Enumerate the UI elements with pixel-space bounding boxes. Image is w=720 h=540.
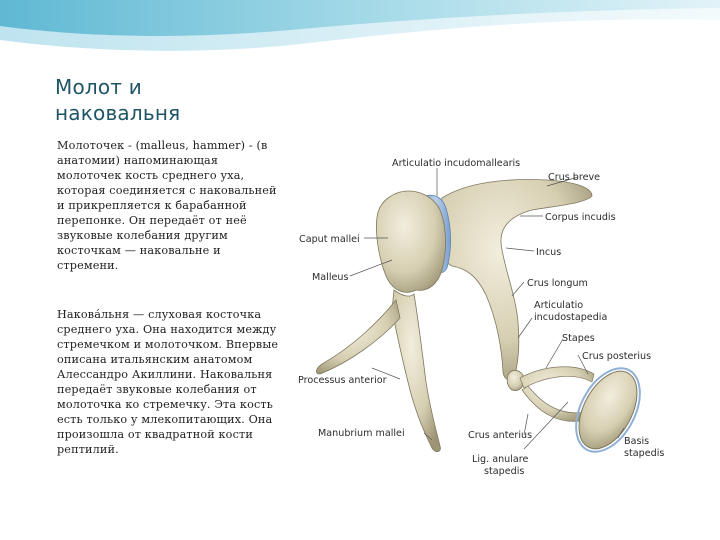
label-lig-anulare-1: Lig. anulare <box>472 454 529 465</box>
label-crus-longum: Crus longum <box>527 278 588 289</box>
slide-title <box>55 74 285 126</box>
label-articulatio-incudomallearis: Articulatio incudomallearis <box>392 158 521 169</box>
label-caput-mallei: Caput mallei <box>299 234 360 245</box>
header-swoosh-decoration <box>0 0 720 70</box>
label-incus: Incus <box>536 247 562 258</box>
label-crus-posterius: Crus posterius <box>582 351 652 362</box>
label-articulatio-incudostapedia-1: Articulatio <box>534 300 584 311</box>
label-corpus-incudis: Corpus incudis <box>545 212 616 223</box>
incus-paragraph: Накова́льня — слуховая косточка среднего уха. Она находится между стремечком и молоточком. Впервые описана итальянским анатомом Алессандро Акиллини. Наковальня передаёт звуковые колебания от молоточка ко стремечку. Эта кость есть только у млекопитающих. Она произошла от квадратной кости рептилий. <box>57 308 279 456</box>
label-crus-breve: Crus breve <box>548 172 601 183</box>
label-crus-anterius: Crus anterius <box>468 430 533 441</box>
malleus-head <box>376 191 445 292</box>
label-malleus: Malleus <box>312 272 349 283</box>
title-line-1: Молот и <box>55 75 142 99</box>
ossicles-illustration <box>292 150 664 482</box>
processus-anterior <box>316 300 400 374</box>
label-basis-stapedis-2: stapedis <box>624 448 664 459</box>
title-line-2: наковальня <box>55 101 181 125</box>
label-processus-anterior: Processus anterior <box>298 375 387 386</box>
label-articulatio-incudostapedia-2: incudostapedia <box>534 312 608 323</box>
ossicles-svg <box>292 150 664 482</box>
malleus-paragraph: Молоточек - (malleus, hammer) - (в анатомии) напоминающая молоточек кость среднего уха, которая соединяется с наковальней и прикрепляется к барабанной перепонке. Он передаёт от неё звуковые колебания другим косточкам — наковальне и стремени. <box>57 139 277 272</box>
label-stapes: Stapes <box>562 333 595 344</box>
label-lig-anulare-2: stapedis <box>484 466 525 477</box>
label-basis-stapedis-1: Basis <box>624 436 650 447</box>
label-manubrium-mallei: Manubrium mallei <box>318 428 405 439</box>
